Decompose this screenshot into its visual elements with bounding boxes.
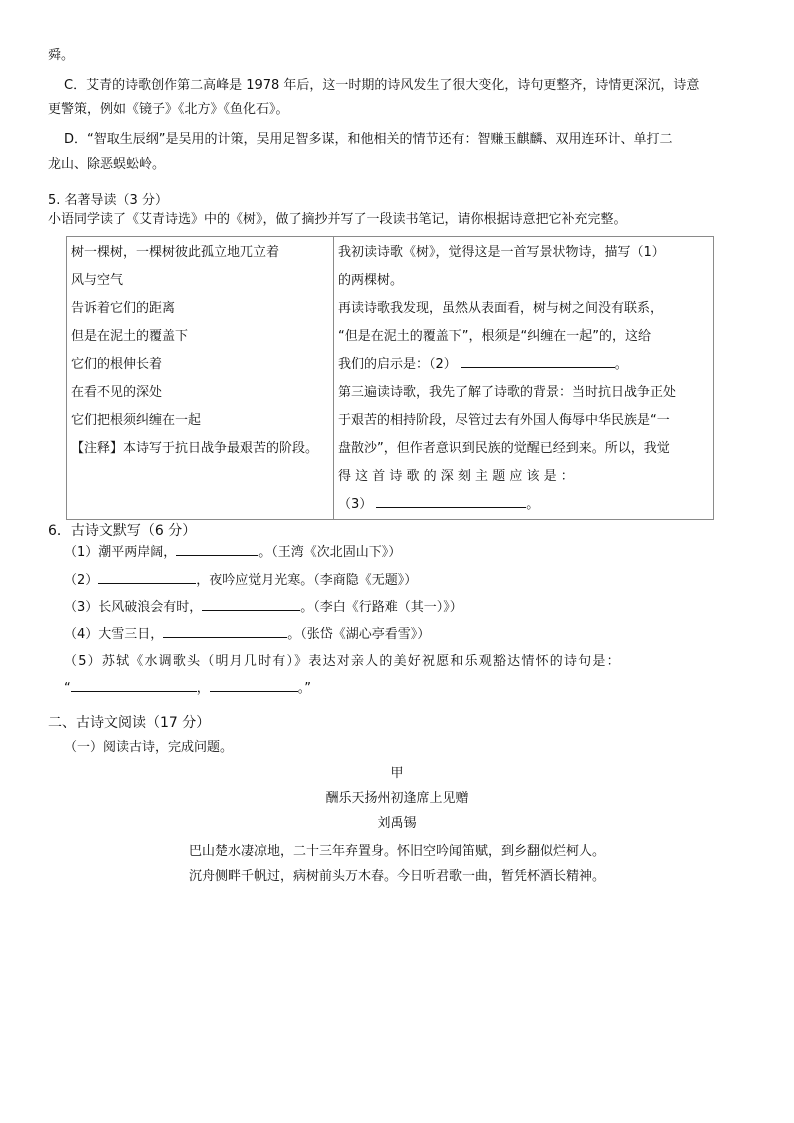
reading-notes-table: [66, 236, 714, 520]
item-text: （4）大雪三日，: [64, 627, 164, 642]
answer-blank[interactable]: [71, 677, 197, 692]
poem-annotation: 【注释】本诗写于抗日战争最艰苦的阶段。: [71, 441, 319, 456]
poem-title: 酬乐天扬州初逢席上见赠: [325, 791, 469, 806]
answer-blank[interactable]: [210, 677, 298, 692]
answer-blank[interactable]: [163, 623, 287, 638]
quote-mark: “: [64, 681, 71, 696]
comma: ，: [196, 681, 210, 696]
option-c-line2: 更警策，例如《镜子》《北方》《鱼化石》。: [48, 102, 289, 117]
reading-note-cell: [334, 237, 714, 520]
poem-line: 它们把根须纠缠在一起: [71, 413, 202, 428]
option-c-line1: C．艾青的诗歌创作第二高峰是 1978 年后，这一时期的诗风发生了很大变化，诗句更整齐，诗情更深沉，诗意: [64, 78, 700, 93]
section-2-title: 二、古诗文阅读（17 分）: [48, 715, 211, 731]
note-line: 我初读诗歌《树》，觉得这是一首写景状物诗，描写（1）: [338, 245, 665, 260]
note-line: 的两棵树。: [338, 273, 404, 288]
poem-line: 在看不见的深处: [71, 385, 163, 400]
answer-blank[interactable]: [176, 541, 258, 556]
section-2-sub: （一）阅读古诗，完成问题。: [64, 740, 234, 755]
option-d-line2: 龙山、除恶蜈蚣岭。: [48, 157, 166, 172]
continuation-text: 舜。: [48, 48, 75, 63]
q6-item-5: （5）苏轼《水调歌头（明月几时有）》表达对亲人的美好祝愿和乐观豁达情怀的诗句是：: [64, 654, 621, 669]
note-suffix: 。: [526, 497, 540, 512]
item-text: （1）潮平两岸阔，: [64, 545, 177, 560]
note-prefix: （3）: [338, 497, 373, 512]
poem-label: 甲: [390, 766, 404, 781]
note-line: 于艰苦的相持阶段，尽管过去有外国人侮辱中华民族是“一: [338, 413, 670, 428]
quote-mark: 。”: [297, 681, 312, 696]
q6-title: 6．古诗文默写（6 分）: [48, 523, 197, 539]
note-line: 盘散沙”，但作者意识到民族的觉醒已经到来。所以，我觉: [338, 441, 670, 456]
q6-item-5-blanks: [64, 677, 311, 699]
item-text: （2）: [64, 573, 99, 588]
q5-intro: 小语同学读了《艾青诗选》中的《树》，做了摘抄并写了一段读书笔记，请你根据诗意把它补充完整。: [48, 212, 627, 227]
answer-blank[interactable]: [202, 596, 300, 611]
poem-excerpt-cell: [67, 237, 334, 520]
q5-title: 5. 名著导读（3 分）: [48, 193, 168, 208]
answer-blank-2[interactable]: [461, 353, 615, 368]
note-line: “但是在泥土的覆盖下”，根须是“纠缠在一起”的，这给: [338, 329, 651, 344]
item-text: 。（李白《行路难（其一）》）: [300, 600, 463, 615]
item-text: （3）长风破浪会有时，: [64, 600, 203, 615]
poem-line-2: 沉舟侧畔千帆过，病树前头万木春。今日听君歌一曲，暂凭杯酒长精神。: [188, 869, 605, 884]
note-line: 得 这 首 诗 歌 的 深 刻 主 题 应 该 是 ：: [338, 469, 574, 484]
poem-line-1: 巴山楚水凄凉地，二十三年弃置身。怀旧空吟闻笛赋，到乡翻似烂柯人。: [188, 844, 605, 859]
note-line: 再读诗歌我发现，虽然从表面看，树与树之间没有联系，: [338, 301, 664, 316]
note-line: 第三遍读诗歌，我先了解了诗歌的背景：当时抗日战争正处: [338, 385, 677, 400]
q6-item-1: [64, 541, 401, 563]
item-text: 。（王湾《次北固山下》）: [258, 545, 402, 560]
option-d-line1: D．“智取生辰纲”是吴用的计策，吴用足智多谋，和他相关的情节还有：智赚玉麒麟、双用连环计、单打二: [64, 132, 673, 147]
answer-blank[interactable]: [98, 569, 196, 584]
q6-item-3: [64, 596, 463, 618]
answer-blank-3[interactable]: [376, 493, 526, 508]
item-text: ，夜吟应觉月光寒。（李商隐《无题》）: [196, 573, 418, 588]
note-suffix: 。: [614, 357, 628, 372]
poem-line: 但是在泥土的覆盖下: [71, 329, 189, 344]
poem-author: 刘禹锡: [377, 816, 417, 831]
item-text: 。（张岱《湖心亭看雪》）: [287, 627, 431, 642]
q6-item-2: [64, 569, 417, 591]
note-prefix: 我们的启示是：（2）: [338, 357, 457, 372]
note-line-blank-2: [338, 351, 709, 379]
q6-item-4: [64, 623, 430, 645]
note-line-blank-3: [338, 491, 709, 519]
poem-line: 树一棵树，一棵树彼此孤立地兀立着: [71, 245, 280, 260]
poem-line: 告诉着它们的距离: [71, 301, 176, 316]
poem-line: 风与空气: [71, 273, 124, 288]
poem-line: 它们的根伸长着: [71, 357, 163, 372]
